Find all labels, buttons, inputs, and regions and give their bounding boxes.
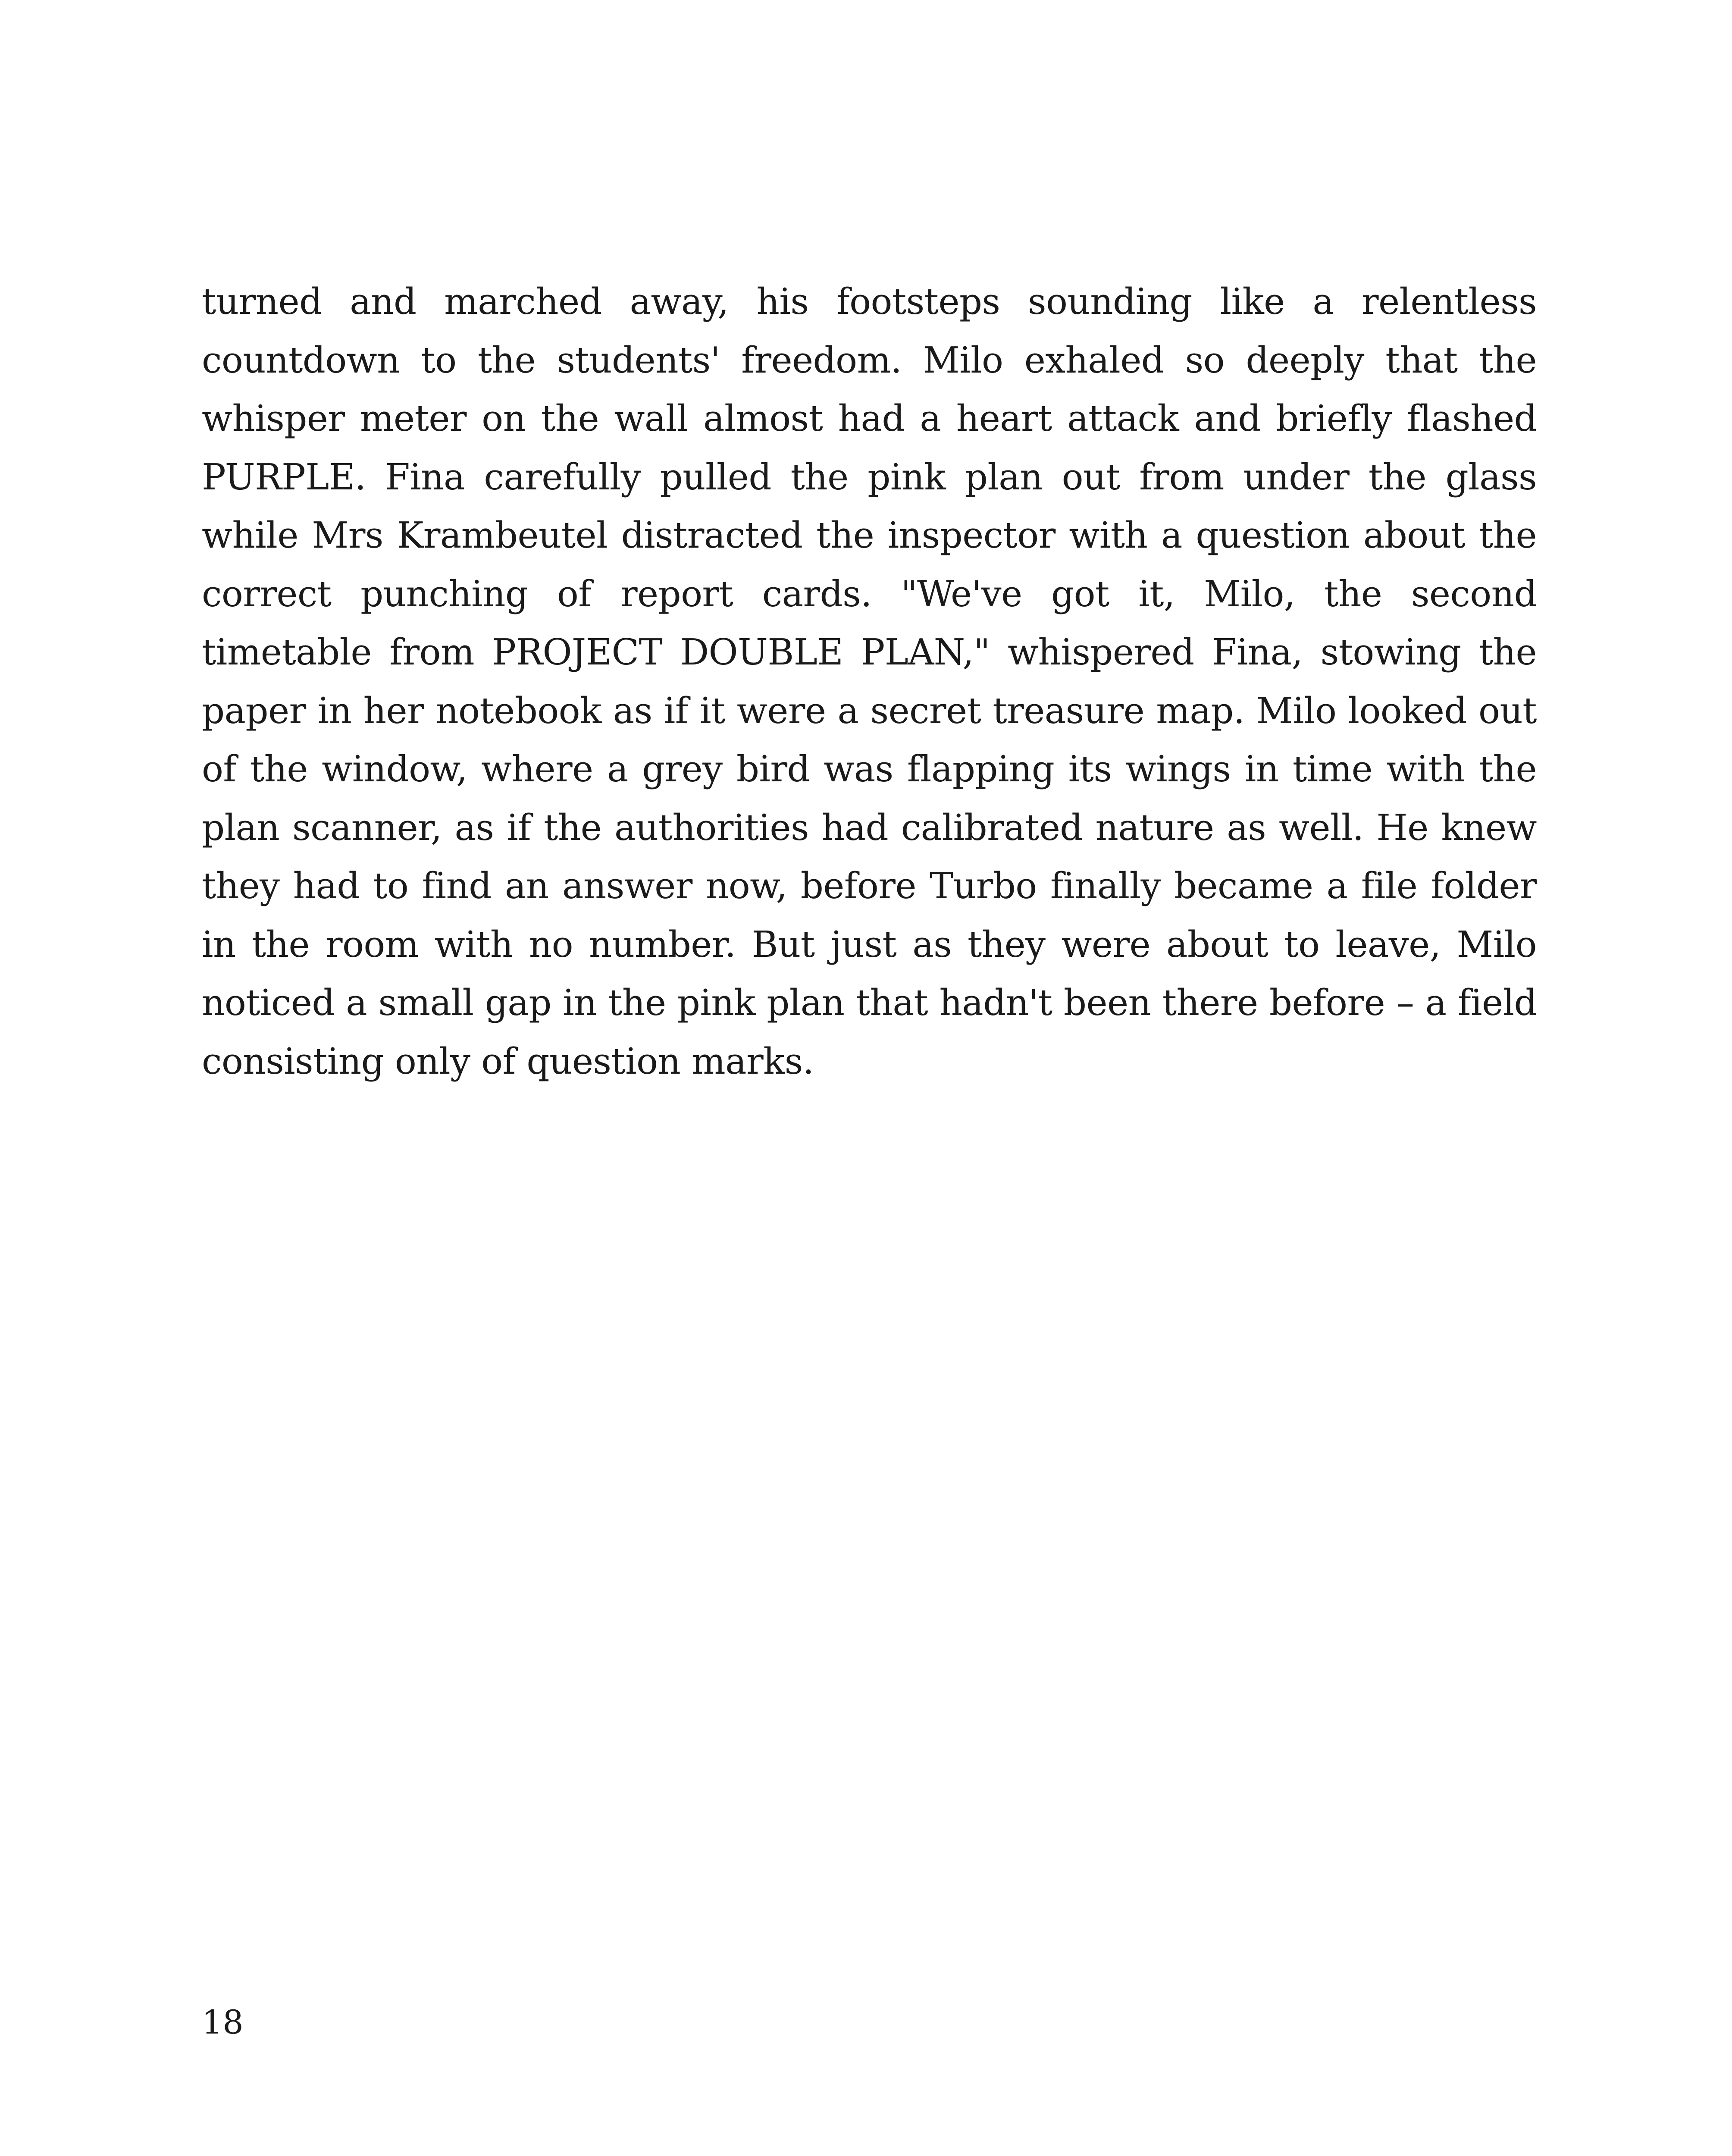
page-number: 18 xyxy=(202,2003,244,2041)
body-paragraph: turned and marched away, his footsteps sounding like a relentless countdown to the students' freedom. Milo exhaled so deeply that the whisper meter on the wall almost had a heart attack and briefly flashed PURPLE. Fina carefully pulled the pink plan out from under the glass while Mrs Krambeutel distracted the inspector with a question about the correct punching of report cards. "We've got it, Milo, the second timetable from PROJECT DOUBLE PLAN," whispered Fina, stowing the paper in her notebook as if it were a secret treasure map. Milo looked out of the window, where a grey bird was flapping its wings in time with the plan scanner, as if the authorities had calibrated nature as well. He knew they had to find an answer now, before Turbo finally became a file folder in the room with no number. But just as they were about to leave, Milo noticed a small gap in the pink plan that hadn't been there before – a field consisting only of question marks. xyxy=(202,281,1537,1082)
